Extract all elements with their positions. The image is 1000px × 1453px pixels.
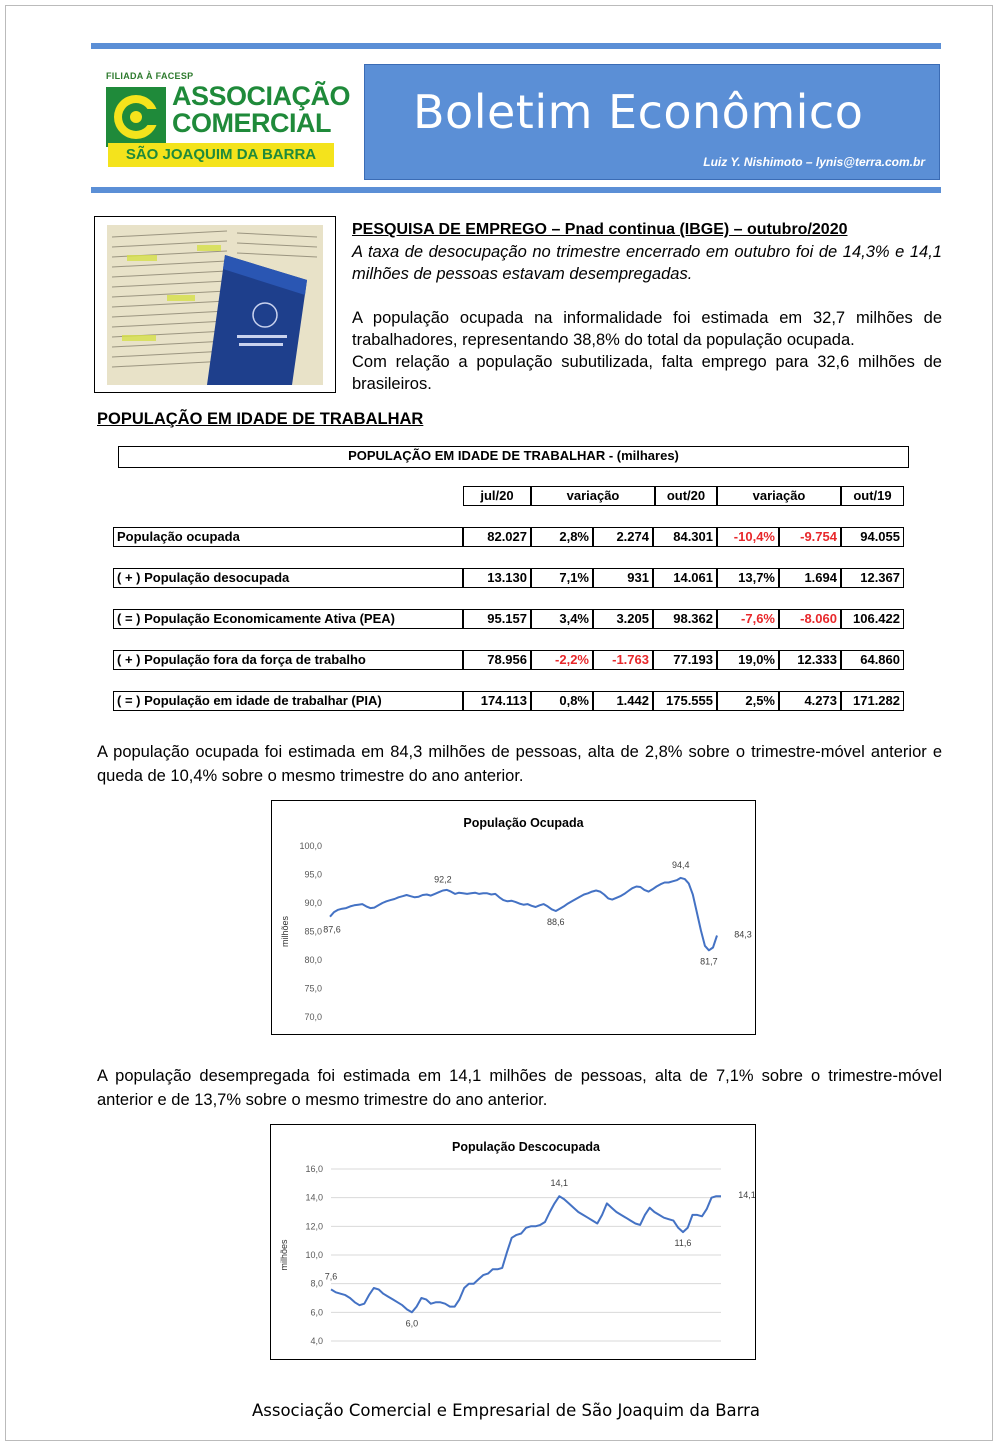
chart-tick-label: 8,0	[310, 1278, 323, 1289]
table-cell: 106.422	[841, 609, 904, 629]
header-rule	[91, 187, 941, 193]
table-header-cell: out/19	[841, 486, 904, 506]
table-cell: -7,6%	[717, 609, 779, 629]
table-cell: 0,8%	[531, 691, 593, 711]
chart-tick-label: 80,0	[304, 955, 322, 965]
logo-mark-icon	[106, 87, 166, 147]
intro-paragraph-1: A população ocupada na informalidade foi estimada em 32,7 milhões de trabalhadores, representando 38,8% do total da população ocupada.	[352, 309, 942, 349]
chart-ylabel: milhões	[279, 1239, 289, 1271]
chart-tick-label: 12,0	[305, 1221, 323, 1232]
table-header-cell: variação	[717, 486, 841, 506]
chart-tick-label: 95,0	[304, 869, 322, 880]
table-cell: 94.055	[841, 527, 904, 547]
chart-tick-label: 90,0	[304, 898, 322, 908]
chart-data-label: 7,6	[324, 1271, 338, 1282]
page	[5, 5, 993, 1441]
table-cell: 175.555	[653, 691, 717, 711]
table-cell: 98.362	[653, 609, 717, 629]
paragraph-desocupada: A população desempregada foi estimada em 14,1 milhões de pessoas, alta de 7,1% sobre o trimestre-móvel anterior e de 13,7% sobre o mesmo trimestre do ano anterior.	[97, 1067, 942, 1109]
chart-tick-label: 70,0	[304, 1012, 322, 1022]
table-cell: 174.113	[463, 691, 531, 711]
bulletin-title-box	[364, 64, 940, 180]
table-cell: 931	[593, 568, 653, 588]
bulletin-author: Luiz Y. Nishimoto – lynis@terra.com.br	[703, 155, 925, 169]
chart-data-label: 6,0	[405, 1318, 419, 1329]
chart-tick-label: 4,0	[310, 1336, 323, 1346]
chart-data-label: 94,4	[671, 859, 690, 870]
work-card-image-icon	[107, 225, 323, 385]
logo-affiliation: FILIADA À FACESP	[106, 71, 194, 81]
chart-data-label: 88,6	[546, 916, 565, 927]
chart-title: População Descocupada	[452, 1140, 600, 1154]
table-header-cell: out/20	[655, 486, 717, 506]
chart-data-label: 87,6	[323, 924, 341, 935]
table-cell: 2.274	[593, 527, 653, 547]
table-cell: 82.027	[463, 527, 531, 547]
top-rule	[91, 43, 941, 49]
intro-lead: A taxa de desocupação no trimestre encerrado em outubro foi de 14,3% e 14,1 milhões de pessoas estavam desempregadas.	[352, 243, 942, 283]
intro-paragraph-2: Com relação a população subutilizada, falta emprego para 32,6 milhões de brasileiros.	[352, 353, 942, 393]
intro-block	[352, 219, 942, 395]
table-cell: 3.205	[593, 609, 653, 629]
table-header-cell: jul/20	[463, 486, 531, 506]
chart-series-line	[331, 1196, 721, 1312]
table-row-label: ( = ) População em idade de trabalhar (PIA)	[113, 691, 463, 711]
table-cell: 78.956	[463, 650, 531, 670]
table-row-label: População ocupada	[113, 527, 463, 547]
table-cell: 4.273	[779, 691, 841, 711]
chart-tick-label: 100,0	[299, 841, 322, 851]
table-cell: 12.367	[841, 568, 904, 588]
chart-tick-label: 10,0	[305, 1250, 323, 1260]
chart-desocupada-svg	[271, 1125, 755, 1359]
chart-data-label: 14,1	[738, 1190, 755, 1201]
org-logo	[106, 71, 351, 171]
table-cell: 13.130	[463, 568, 531, 588]
chart-tick-label: 16,0	[305, 1164, 323, 1174]
table-cell: 84.301	[653, 527, 717, 547]
table-cell: 13,7%	[717, 568, 779, 588]
chart-series-line	[330, 878, 717, 950]
table-cell: 19,0%	[717, 650, 779, 670]
table-cell: 1.442	[593, 691, 653, 711]
table-cell: 14.061	[653, 568, 717, 588]
bulletin-title: Boletim Econômico	[413, 85, 864, 139]
chart-data-label: 92,2	[434, 874, 452, 885]
table-row-label: ( + ) População desocupada	[113, 568, 463, 588]
table-cell: -1.763	[593, 650, 653, 670]
table-cell: -2,2%	[531, 650, 593, 670]
chart-ocupada	[271, 800, 756, 1035]
chart-tick-label: 6,0	[310, 1307, 323, 1318]
table-title: POPULAÇÃO EM IDADE DE TRABALHAR - (milhares)	[118, 446, 909, 468]
table-cell: -9.754	[779, 527, 841, 547]
paragraph-ocupada: A população ocupada foi estimada em 84,3 milhões de pessoas, alta de 2,8% sobre o trimestre-móvel anterior e queda de 10,4% sobre o mesmo trimestre do ano anterior.	[97, 743, 942, 785]
footer: Associação Comercial e Empresarial de São Joaquim da Barra	[251, 1401, 761, 1420]
chart-title: População Ocupada	[463, 816, 584, 830]
chart-desocupada	[270, 1124, 756, 1360]
chart-ylabel: milhões	[280, 915, 290, 948]
chart-tick-label: 75,0	[304, 983, 322, 994]
table-cell: 3,4%	[531, 609, 593, 629]
chart-data-label: 81,7	[700, 956, 718, 967]
table-cell: 1.694	[779, 568, 841, 588]
table-cell: -8.060	[779, 609, 841, 629]
table-cell: 171.282	[841, 691, 904, 711]
table-cell: 77.193	[653, 650, 717, 670]
chart-data-label: 14,1	[550, 1178, 569, 1189]
chart-tick-label: 85,0	[304, 926, 322, 937]
intro-heading: PESQUISA DE EMPREGO – Pnad continua (IBGE) – outubro/2020	[352, 221, 848, 238]
table-cell: 95.157	[463, 609, 531, 629]
table-cell: 2,5%	[717, 691, 779, 711]
logo-city: SÃO JOAQUIM DA BARRA	[108, 143, 334, 167]
chart-ocupada-svg	[272, 801, 755, 1034]
section-title: POPULAÇÃO EM IDADE DE TRABALHAR	[97, 410, 424, 428]
chart-data-label: 84,3	[734, 929, 752, 940]
table-cell: -10,4%	[717, 527, 779, 547]
logo-name: ASSOCIAÇÃO COMERCIAL	[172, 81, 351, 138]
chart-data-label: 11,6	[674, 1238, 692, 1249]
table-cell: 7,1%	[531, 568, 593, 588]
table-row-label: ( + ) População fora da força de trabalho	[113, 650, 463, 670]
table-cell: 2,8%	[531, 527, 593, 547]
employment-photo	[94, 216, 336, 393]
table-header-cell: variação	[531, 486, 655, 506]
table-row-label: ( = ) População Economicamente Ativa (PEA)	[113, 609, 463, 629]
chart-tick-label: 14,0	[305, 1192, 323, 1203]
table-cell: 12.333	[779, 650, 841, 670]
table-cell: 64.860	[841, 650, 904, 670]
